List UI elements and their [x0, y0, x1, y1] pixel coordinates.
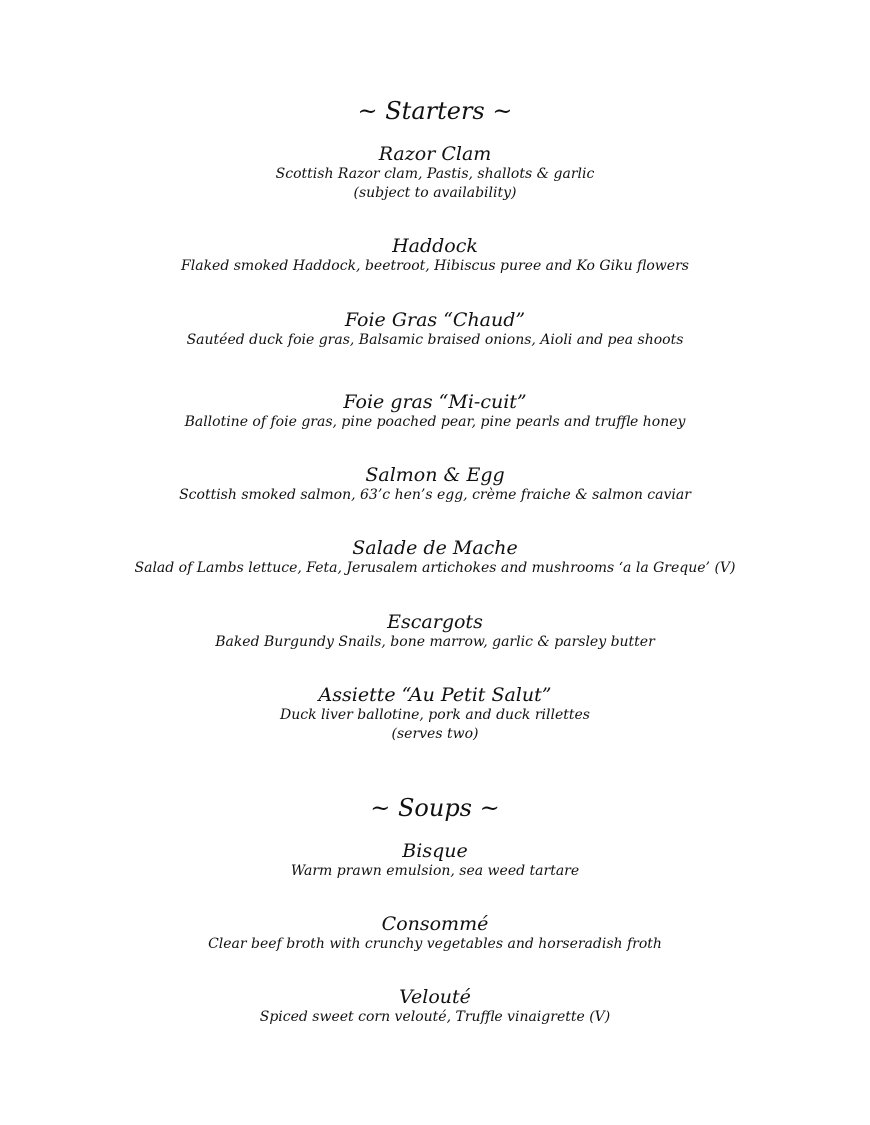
dish-description: Salad of Lambs lettuce, Feta, Jerusalem artichokes and mushrooms ‘a la Greque’ (V)	[134, 560, 736, 576]
menu-item-assiette-au-petit-salut	[0, 684, 870, 744]
menu-item-escargots	[0, 611, 870, 652]
dish-name: Bisque	[402, 840, 468, 862]
dish-note: (serves two)	[391, 726, 479, 742]
dish-name: Velouté	[399, 986, 471, 1008]
starters-heading: ~ Starters ~	[357, 97, 513, 125]
menu-item-foie-gras-mi-cuit	[0, 391, 870, 432]
dish-note: (subject to availability)	[353, 185, 517, 201]
menu-item-consomme	[0, 913, 870, 954]
menu-item-haddock	[0, 235, 870, 276]
soups-heading: ~ Soups ~	[370, 794, 500, 822]
dish-description: Sautéed duck foie gras, Balsamic braised onions, Aioli and pea shoots	[186, 332, 684, 348]
menu-item-salmon-egg	[0, 464, 870, 505]
dish-description: Ballotine of foie gras, pine poached pear, pine pearls and truffle honey	[184, 414, 686, 430]
dish-name: Salade de Mache	[352, 537, 518, 559]
dish-description: Flaked smoked Haddock, beetroot, Hibiscus puree and Ko Giku flowers	[181, 258, 689, 274]
dish-description: Spiced sweet corn velouté, Truffle vinaigrette (V)	[259, 1009, 611, 1025]
dish-name: Assiette “Au Petit Salut”	[318, 684, 552, 706]
dish-name: Consommé	[381, 913, 489, 935]
menu-item-razor-clam	[0, 143, 870, 203]
dish-name: Foie Gras “Chaud”	[344, 309, 526, 331]
menu-item-veloute	[0, 986, 870, 1027]
menu-item-foie-gras-chaud	[0, 309, 870, 350]
dish-name: Salmon & Egg	[365, 464, 505, 486]
dish-description: Baked Burgundy Snails, bone marrow, garlic & parsley butter	[215, 634, 655, 650]
menu-item-bisque	[0, 840, 870, 881]
dish-description: Duck liver ballotine, pork and duck rillettes	[280, 707, 590, 723]
dish-name: Razor Clam	[378, 143, 492, 165]
dish-name: Escargots	[387, 611, 483, 633]
dish-description: Scottish Razor clam, Pastis, shallots & garlic	[275, 166, 595, 182]
dish-name: Foie gras “Mi-cuit”	[343, 391, 527, 413]
dish-name: Haddock	[392, 235, 478, 257]
dish-description: Clear beef broth with crunchy vegetables and horseradish froth	[208, 936, 662, 952]
menu-item-salade-de-mache	[0, 537, 870, 578]
dish-description: Scottish smoked salmon, 63’c hen’s egg, crème fraiche & salmon caviar	[179, 487, 691, 503]
dish-description: Warm prawn emulsion, sea weed tartare	[290, 863, 580, 879]
